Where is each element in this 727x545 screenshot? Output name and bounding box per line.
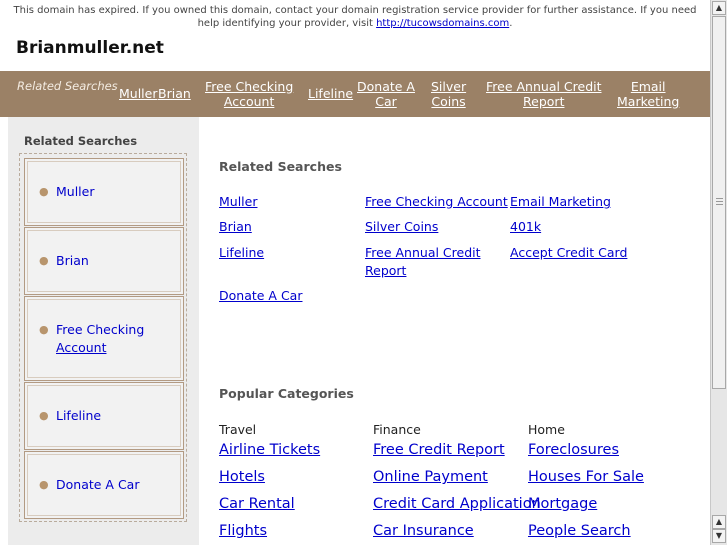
nav-link-lifeline[interactable] — [308, 86, 353, 101]
bullet-icon: ● — [39, 409, 49, 422]
grip-line — [716, 201, 723, 202]
related-link[interactable]: Muller — [219, 194, 258, 209]
related-link[interactable] — [365, 244, 481, 280]
popular-categories-heading: Popular Categories — [219, 386, 354, 401]
sidebar-item-lifeline[interactable] — [24, 382, 184, 450]
sidebar-link-text: Account — [56, 340, 107, 355]
sidebar-item-donate-a-car[interactable] — [24, 451, 184, 519]
bullet-icon: ● — [39, 323, 49, 336]
category-link[interactable]: Mortgage — [528, 496, 598, 512]
sidebar-item-brian[interactable] — [24, 227, 184, 295]
nav-link-text: Marketing — [617, 94, 680, 109]
bullet-icon: ● — [39, 254, 49, 267]
nav-link-text: Silver — [431, 79, 467, 94]
site-title: Brianmuller.net — [16, 38, 164, 58]
category-link[interactable]: People Search — [528, 523, 631, 539]
notice-line2 — [0, 17, 710, 30]
related-link[interactable]: Lifeline — [219, 245, 265, 260]
main-content — [199, 117, 710, 545]
nav-link-brian[interactable] — [158, 86, 191, 101]
nav-link-email-marketing[interactable] — [617, 79, 679, 109]
nav-link-text: Free Checking — [205, 79, 294, 94]
nav-link-text: Report — [523, 94, 565, 109]
notice-line1: This domain has expired. If you owned this domain, contact your domain registration service provider for further assistance. If you need — [13, 5, 697, 16]
nav-link-text: Brian — [158, 86, 191, 101]
sidebar — [8, 117, 199, 545]
sidebar-title: Related Searches — [24, 134, 138, 148]
sidebar-link-brian[interactable]: Brian — [56, 253, 89, 268]
related-link[interactable]: Silver Coins — [365, 219, 439, 234]
sidebar-item-muller[interactable] — [24, 158, 184, 226]
nav-link-text: Coins — [431, 94, 466, 109]
nav-link-donate-a-car[interactable] — [357, 79, 415, 109]
category-link[interactable]: Hotels — [219, 469, 265, 485]
category-link[interactable]: Free Credit Report — [373, 442, 505, 458]
nav-link-text: Car — [375, 94, 397, 109]
notice-suffix: . — [509, 18, 513, 29]
arrow-down-icon[interactable]: ▲ — [712, 515, 726, 529]
sidebar-link-muller[interactable]: Muller — [56, 184, 95, 199]
nav-label: Related Searches — [17, 79, 118, 93]
category-heading: Travel — [219, 422, 257, 437]
category-link[interactable]: Airline Tickets — [219, 442, 321, 458]
expired-notice — [0, 4, 710, 30]
grip-line — [716, 198, 723, 199]
nav-link-text: Email — [630, 79, 666, 94]
related-link[interactable]: 401k — [510, 219, 542, 234]
related-searches-heading: Related Searches — [219, 159, 342, 174]
nav-link-silver-coins[interactable] — [431, 79, 466, 109]
category-link[interactable]: Credit Card Application — [373, 496, 541, 512]
category-link[interactable]: Car Rental — [219, 496, 295, 512]
related-link[interactable]: Accept Credit Card — [510, 245, 628, 260]
arrow-up-icon[interactable]: ▲ — [712, 1, 726, 15]
sidebar-link-donate-a-car[interactable]: Donate A Car — [56, 477, 140, 492]
sidebar-link-text: Free Checking — [56, 322, 145, 337]
nav-link-free-checking-account[interactable] — [205, 79, 293, 109]
sidebar-link-lifeline[interactable]: Lifeline — [56, 408, 102, 423]
related-link-text: Free Annual Credit — [365, 245, 481, 260]
related-link[interactable]: Brian — [219, 219, 252, 234]
category-link[interactable]: Online Payment — [373, 469, 488, 485]
related-link-text: Report — [365, 263, 407, 278]
related-link[interactable]: Donate A Car — [219, 288, 303, 303]
bullet-icon: ● — [39, 185, 49, 198]
nav-link-free-annual-credit-report[interactable] — [486, 79, 602, 109]
vertical-scrollbar[interactable] — [710, 0, 727, 545]
notice-prefix: help identifying your provider, visit — [197, 18, 377, 29]
nav-link-text: Muller — [119, 86, 158, 101]
nav-link-text: Account — [223, 94, 275, 109]
nav-bar — [0, 71, 710, 117]
nav-link-text: Free Annual Credit — [486, 79, 602, 94]
grip-line — [716, 204, 723, 205]
category-heading: Home — [528, 422, 565, 437]
sidebar-item-free-checking-account[interactable] — [24, 296, 184, 381]
nav-link-muller[interactable] — [119, 86, 157, 101]
scrollbar-thumb[interactable] — [712, 16, 726, 389]
category-link[interactable]: Car Insurance — [373, 523, 474, 539]
tucows-link[interactable]: http://tucowsdomains.com — [376, 18, 510, 29]
category-link[interactable]: Flights — [219, 523, 268, 539]
arrow-down-icon[interactable]: ▼ — [712, 529, 726, 543]
category-heading: Finance — [373, 422, 421, 437]
nav-link-text: Donate A — [357, 79, 415, 94]
category-link[interactable]: Houses For Sale — [528, 469, 644, 485]
sidebar-link-free-checking[interactable] — [56, 321, 144, 357]
nav-link-text: Lifeline — [308, 86, 354, 101]
category-link[interactable]: Foreclosures — [528, 442, 619, 458]
related-link[interactable]: Free Checking Account — [365, 194, 508, 209]
related-link[interactable]: Email Marketing — [510, 194, 611, 209]
bullet-icon: ● — [39, 478, 49, 491]
